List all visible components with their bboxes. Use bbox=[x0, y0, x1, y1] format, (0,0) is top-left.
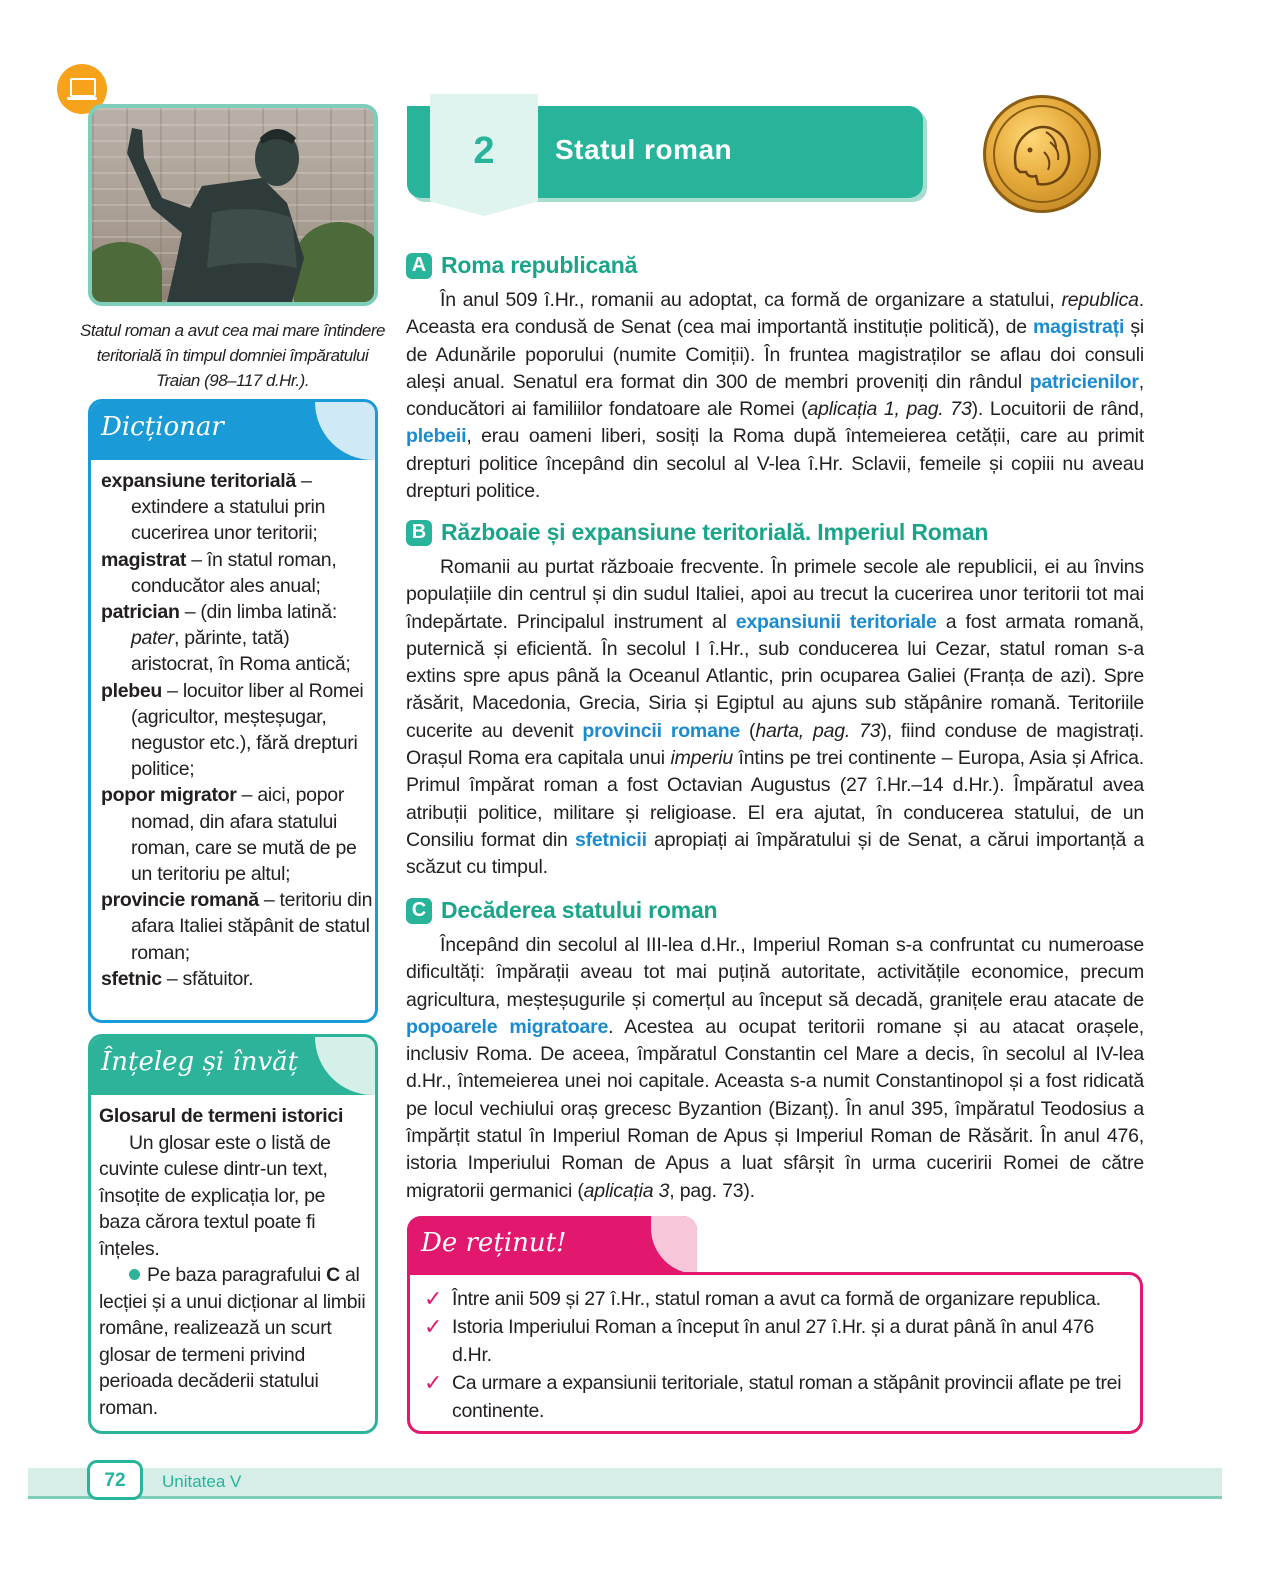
dictionary-box bbox=[88, 399, 378, 1023]
section-c-text: Începând din secolul al III-lea d.Hr., Imperiul Roman s-a confruntat cu numeroase dificultăți: împărații aveau tot mai puțină autoritate, activitățile economice, precum agricultura, meșteșugurile și comerțul au început să decadă, granițele erau atacate de popoarele migratoare. Acestea au ocupat teritorii romane și au atacat orașele, inclusiv Roma. De aceea, împăratul Constantin cel Mare a decis, în secolul al IV-lea d.Hr., întemeierea unei noi capitale. Aceasta s-a numit Constantinopol și a fost ridicată pe locul vechiului oraș grecesc Byzantion (Bizanț). În anul 395, împăratul Teodosius a împărțit statul în Imperiul Roman de Apus și Imperiul Roman de Răsărit. În anul 476, istoria Imperiului Roman de Apus a luat sfârșit în urma cuceririi Romei de către migratorii germanici (aplicația 3, pag. 73). bbox=[406, 934, 1145, 1202]
keyword: plebeii bbox=[406, 425, 467, 448]
dictionary-entry: magistrat – în statul roman, conducător ales anual; bbox=[101, 548, 337, 597]
section-letter-badge: A bbox=[406, 253, 432, 279]
keyword: patricienilor bbox=[1029, 370, 1139, 393]
dictionary-entry: expansiune teritorială – extindere a statului prin cucerirea unor teritorii; bbox=[101, 470, 326, 545]
statue-photo bbox=[88, 104, 378, 306]
section-a-text: În anul 509 î.Hr., romanii au adoptat, ca formă de organizare a statului, republica. Aceasta era condusă de Senat (cea mai importantă instituție politică), de magistrați și de Adunările poporului (numite Comiții). În fruntea magistraților se aflau doi consuli aleși anual. Senatul era format din 300 de membri proveniți din rândul patricienilor, conducători ai familiilor fondatoare ale Romei (aplicația 1, pag. 73). Locuitorii de rând, plebeii, erau oameni liberi, sosiți la Roma după întemeierea cetății, care au primit drepturi politice începând din secolul al V-lea î.Hr. Sclavii, femeile și copiii nu aveau drepturi politice. bbox=[406, 289, 1145, 503]
page-number: 72 bbox=[104, 1470, 126, 1491]
learn-box bbox=[88, 1034, 378, 1434]
photo-caption: Statul roman a avut cea mai mare întindere teritorială în timpul domniei împăratului Traian (98–117 d.Hr.). bbox=[80, 321, 385, 390]
page-reference: aplicația 3 bbox=[583, 1179, 670, 1202]
dictionary-entry: provincie romană – teritoriu din afara Italiei stăpânit de statul roman; bbox=[101, 889, 373, 964]
learn-subtitle: Glosarul de termeni istorici bbox=[99, 1105, 344, 1127]
dictionary-entry: popor migrator – aici, popor nomad, din afara statului roman, care se mută de pe un teritoriu pe altul; bbox=[101, 784, 357, 886]
dictionary-entry: sfetnic – sfătuitor. bbox=[101, 967, 254, 990]
section-title: Roma republicană bbox=[441, 252, 638, 278]
roman-coin-image bbox=[983, 95, 1101, 213]
learn-text: Un glosar este o listă de cuvinte culese dintr-un text, însoțite de explicația lor, pe baza cărora textul poate fi înțeles. bbox=[99, 1131, 331, 1260]
dictionary-title: Dicționar bbox=[101, 412, 224, 442]
learn-header bbox=[91, 1037, 375, 1095]
section-b-heading bbox=[406, 519, 988, 546]
dictionary-header bbox=[91, 402, 375, 460]
keyword: popoarele migratoare bbox=[406, 1015, 609, 1038]
page-reference: aplicația 1, pag. 73 bbox=[807, 398, 972, 421]
checkmark-icon: ✓ bbox=[424, 1314, 443, 1339]
page-number-box bbox=[87, 1460, 143, 1500]
coin-profile bbox=[986, 98, 1098, 210]
section-title: Războaie și expansiune teritorială. Imperiul Roman bbox=[441, 519, 989, 545]
section-letter-badge: B bbox=[406, 520, 432, 546]
dictionary-entry: patrician – (din limba latină: pater, părinte, tată) aristocrat, în Roma antică; bbox=[101, 601, 351, 676]
statue-figure bbox=[92, 108, 374, 302]
unit-label: Unitatea V bbox=[162, 1472, 242, 1491]
lesson-title: Statul roman bbox=[555, 134, 733, 165]
remember-title: De reținut! bbox=[421, 1228, 567, 1258]
section-a-heading bbox=[406, 252, 637, 279]
learn-title: Înțeleg și învăț bbox=[101, 1047, 299, 1077]
remember-header bbox=[407, 1216, 697, 1274]
checkmark-icon: ✓ bbox=[424, 1370, 443, 1395]
remember-box bbox=[407, 1272, 1143, 1434]
section-b-text: Romanii au purtat războaie frecvente. În primele secole ale republicii, ei au învins populațiile din centrul și din sudul Italiei, apoi au trecut la cucerirea unor teritorii tot mai îndepărtate. Principalul instrument al expansiunii teritoriale a fost armata romană, puternică și eficientă. În secolul I î.Hr., sub conducerea lui Cezar, statul roman s-a extins spre apus până la Oceanul Atlantic, prin ocuparea Galiei (Franța de azi). Spre răsărit, Macedonia, Grecia, Siria și Egiptul au ajuns sub stăpânire romană. Teritoriile cucerite au devenit provincii romane (harta, pag. 73), fiind conduse de magistrați. Orașul Roma era capitala unui imperiu întins pe trei continente – Europa, Asia și Africa. Primul împărat roman a fost Octavian Augustus (27 î.Hr.–14 d.Hr.). Împăratul avea atribuții politice, militare și religioase. El era ajutat, în conducerea statului, de un Consiliu format din sfetnicii apropiați ai împăratului și de Senat, a cărui importanță a scăzut cu timpul. bbox=[406, 556, 1144, 879]
keyword: expansiunii teritoriale bbox=[735, 610, 937, 633]
page-reference: harta, pag. 73 bbox=[755, 719, 881, 742]
section-title: Decăderea statului roman bbox=[441, 897, 718, 923]
dictionary-entry: plebeu – locuitor liber al Romei (agricultor, meșteșugar, negustor etc.), fără drepturi politice; bbox=[101, 679, 364, 781]
remember-item: ✓ Ca urmare a expansiunii teritoriale, statul roman a stăpânit provincii aflate pe trei continente. bbox=[424, 1370, 1122, 1422]
monitor-base-shape bbox=[67, 97, 97, 100]
learn-task: Pe baza paragrafului C al lecției și a unui dicționar al limbii române, realizează un scurt glosar de termeni privind perioada decăderii statului roman. bbox=[99, 1264, 366, 1419]
checkmark-icon: ✓ bbox=[424, 1286, 443, 1311]
remember-list bbox=[424, 1285, 1132, 1425]
section-letter-badge: C bbox=[406, 898, 432, 924]
monitor-shape bbox=[70, 78, 96, 97]
learn-content bbox=[99, 1103, 371, 1421]
lesson-number: 2 bbox=[473, 130, 495, 172]
section-c-heading bbox=[406, 897, 717, 924]
bullet-icon bbox=[129, 1269, 140, 1280]
dictionary-list bbox=[101, 468, 373, 992]
keyword: provincii romane bbox=[582, 719, 741, 742]
remember-item: ✓ Între anii 509 și 27 î.Hr., statul roman a avut ca formă de organizare republica. bbox=[424, 1286, 1101, 1311]
keyword: sfetnicii bbox=[574, 828, 647, 851]
remember-item: ✓ Istoria Imperiului Roman a început în anul 27 î.Hr. și a durat până în anul 476 d.Hr. bbox=[424, 1314, 1094, 1366]
keyword: magistrați bbox=[1033, 316, 1125, 339]
